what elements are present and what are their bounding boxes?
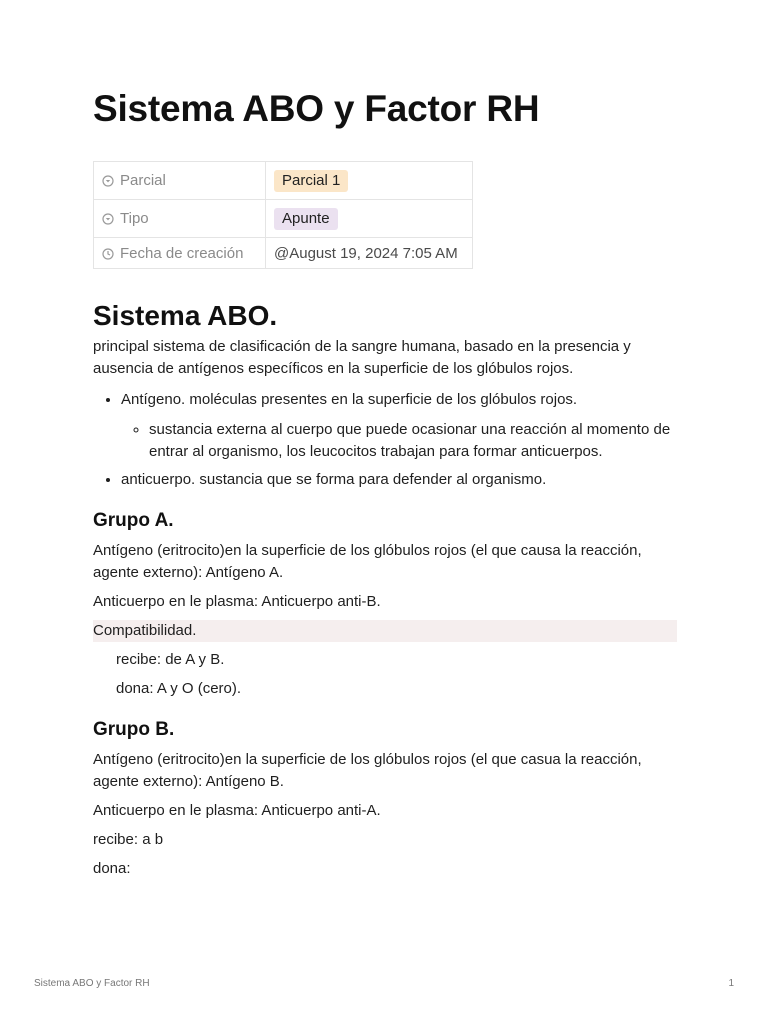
group-a-compatibility: Compatibilidad. [93, 620, 677, 642]
clock-icon [102, 248, 114, 260]
property-value-cell[interactable] [266, 162, 473, 200]
group-a-antibody: Anticuerpo en le plasma: Anticuerpo anti-B. [93, 593, 381, 610]
page-content [93, 86, 677, 880]
group-a-dona: dona: A y O (cero). [116, 680, 242, 697]
group-b-antibody: Anticuerpo en le plasma: Anticuerpo anti-A. [93, 802, 381, 819]
group-b-dona: dona: [93, 860, 131, 877]
property-name: Parcial [120, 172, 166, 189]
property-name: Fecha de creación [120, 244, 244, 262]
group-b-recibe: recibe: a b [93, 831, 164, 848]
created-date-value[interactable]: @August 19, 2024 7:05 AM [266, 238, 473, 269]
property-row [94, 238, 473, 269]
properties-table [93, 161, 473, 269]
list-item [149, 419, 677, 463]
property-name-cell [94, 200, 266, 238]
property-name-cell [94, 238, 266, 269]
bullet-text: Antígeno. moléculas presentes en la superficie de los glóbulos rojos. [121, 391, 578, 408]
bullet-text: anticuerpo. sustancia que se forma para defender al organismo. [121, 471, 547, 488]
page-title: Sistema ABO y Factor RH [93, 88, 540, 129]
group-a-recibe: recibe: de A y B. [116, 651, 225, 668]
group-b-antigen: Antígeno (eritrocito)en la superficie de los glóbulos rojos (el que casua la reacción, agente externo): Antígeno B. [93, 751, 642, 790]
section-intro: principal sistema de clasificación de la sangre humana, basado en la presencia y ausencia de antígenos específicos en la superficie de los glóbulos rojos. [93, 338, 631, 377]
group-b-heading: Grupo B. [93, 719, 175, 740]
property-row [94, 200, 473, 238]
group-a-heading: Grupo A. [93, 510, 174, 531]
section-heading: Sistema ABO. [93, 300, 278, 331]
parcial-tag[interactable]: Parcial 1 [274, 170, 348, 192]
select-icon [102, 213, 114, 225]
list-item [121, 469, 677, 491]
property-value-cell[interactable] [266, 200, 473, 238]
property-name: Tipo [120, 210, 149, 227]
list-item [121, 389, 677, 463]
sub-bullet-text: sustancia externa al cuerpo que puede ocasionar una reacción al momento de entrar al organismo, los leucocitos trabajan para formar anticuerpos. [149, 421, 671, 460]
bullet-list [93, 389, 677, 491]
footer-doc-title: Sistema ABO y Factor RH [34, 978, 150, 989]
property-row [94, 162, 473, 200]
select-icon [102, 175, 114, 187]
tipo-tag[interactable]: Apunte [274, 208, 338, 230]
sub-bullet-list [121, 419, 677, 463]
property-name-cell [94, 162, 266, 200]
group-a-antigen: Antígeno (eritrocito)en la superficie de los glóbulos rojos (el que causa la reacción, agente externo): Antígeno A. [93, 542, 642, 581]
footer-page-number: 1 [728, 978, 734, 989]
